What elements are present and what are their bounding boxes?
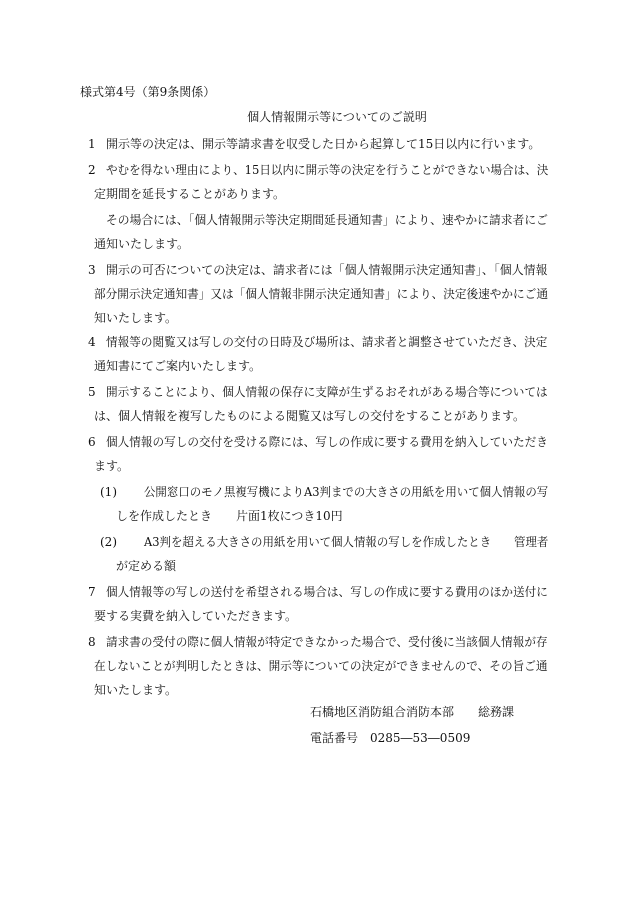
item-line: 個人情報等の写しの送付を希望される場合は、写しの作成に要する費用のほか送付に <box>106 585 548 599</box>
item-line: 開示等の決定は、開示等請求書を収受した日から起算して15日以内に行います。 <box>106 137 541 151</box>
sub-item-line: 公開窓口のモノ黒複写機によりA3判までの大きさの用紙を用いて個人情報の写 <box>144 485 549 499</box>
sub-item-line: しを作成したとき 片面1枚につき10円 <box>116 509 343 523</box>
item-number: 7 <box>88 585 96 599</box>
item-line: 部分開示決定通知書」又は「個人情報非開示決定通知書」により、決定後速やかにご通 <box>94 287 548 301</box>
item-line: 在しないことが判明したときは、開示等についての決定ができませんので、その旨ご通 <box>94 659 548 673</box>
item-number: 2 <box>88 163 96 177</box>
item-number: 1 <box>88 137 96 151</box>
item-number: 3 <box>88 263 96 277</box>
item-line: 情報等の閲覧又は写しの交付の日時及び場所は、請求者と調整させていただき、決定 <box>106 335 548 349</box>
item-line: 要する実費を納入していただきます。 <box>94 609 298 623</box>
document-title-text: 個人情報開示等についてのご説明 <box>247 110 427 124</box>
item-number: 5 <box>88 385 96 399</box>
item-line: 通知書にてご案内いたします。 <box>94 359 262 373</box>
item-number: 4 <box>88 335 96 349</box>
form-number: 様式第4号（第9条関係） <box>80 85 216 99</box>
item-line: 知いたします。 <box>94 311 178 325</box>
item-line: は、個人情報を複写したものによる閲覧又は写しの交付をすることがあります。 <box>94 409 526 423</box>
item-number: 6 <box>88 435 96 449</box>
item-line: ます。 <box>94 459 130 473</box>
sub-item-number: (2) <box>100 535 117 549</box>
item-line: やむを得ない理由により、15日以内に開示等の決定を行うことができない場合は、決 <box>106 163 549 177</box>
item-line: 開示の可否についての決定は、請求者には「個人情報開示決定通知書」、「個人情報 <box>106 263 548 277</box>
item-number: 8 <box>88 635 96 649</box>
sub-item-number: (1) <box>100 485 117 499</box>
phone-number: 電話番号 0285―53―0509 <box>310 731 471 745</box>
item-line: 通知いたします。 <box>94 237 190 251</box>
item-line: 請求書の受付の際に個人情報が特定できなかった場合で、受付後に当該個人情報が存 <box>106 635 548 649</box>
sub-item-line: が定める額 <box>116 559 177 573</box>
item-line: 知いたします。 <box>94 683 178 697</box>
item-line: 個人情報の写しの交付を受ける際には、写しの作成に要する費用を納入していただき <box>106 435 548 449</box>
item-line: 開示することにより、個人情報の保存に支障が生ずるおそれがある場合等については <box>106 385 548 399</box>
item-line: その場合には、「個人情報開示等決定期間延長通知書」により、速やかに請求者にご <box>106 213 548 227</box>
document-title <box>0 109 630 125</box>
office-name: 石橋地区消防組合消防本部 総務課 <box>310 705 515 719</box>
sub-item-line: A3判を超える大きさの用紙を用いて個人情報の写しを作成したとき 管理者 <box>144 535 549 549</box>
item-line: 定期間を延長することがあります。 <box>94 187 286 201</box>
